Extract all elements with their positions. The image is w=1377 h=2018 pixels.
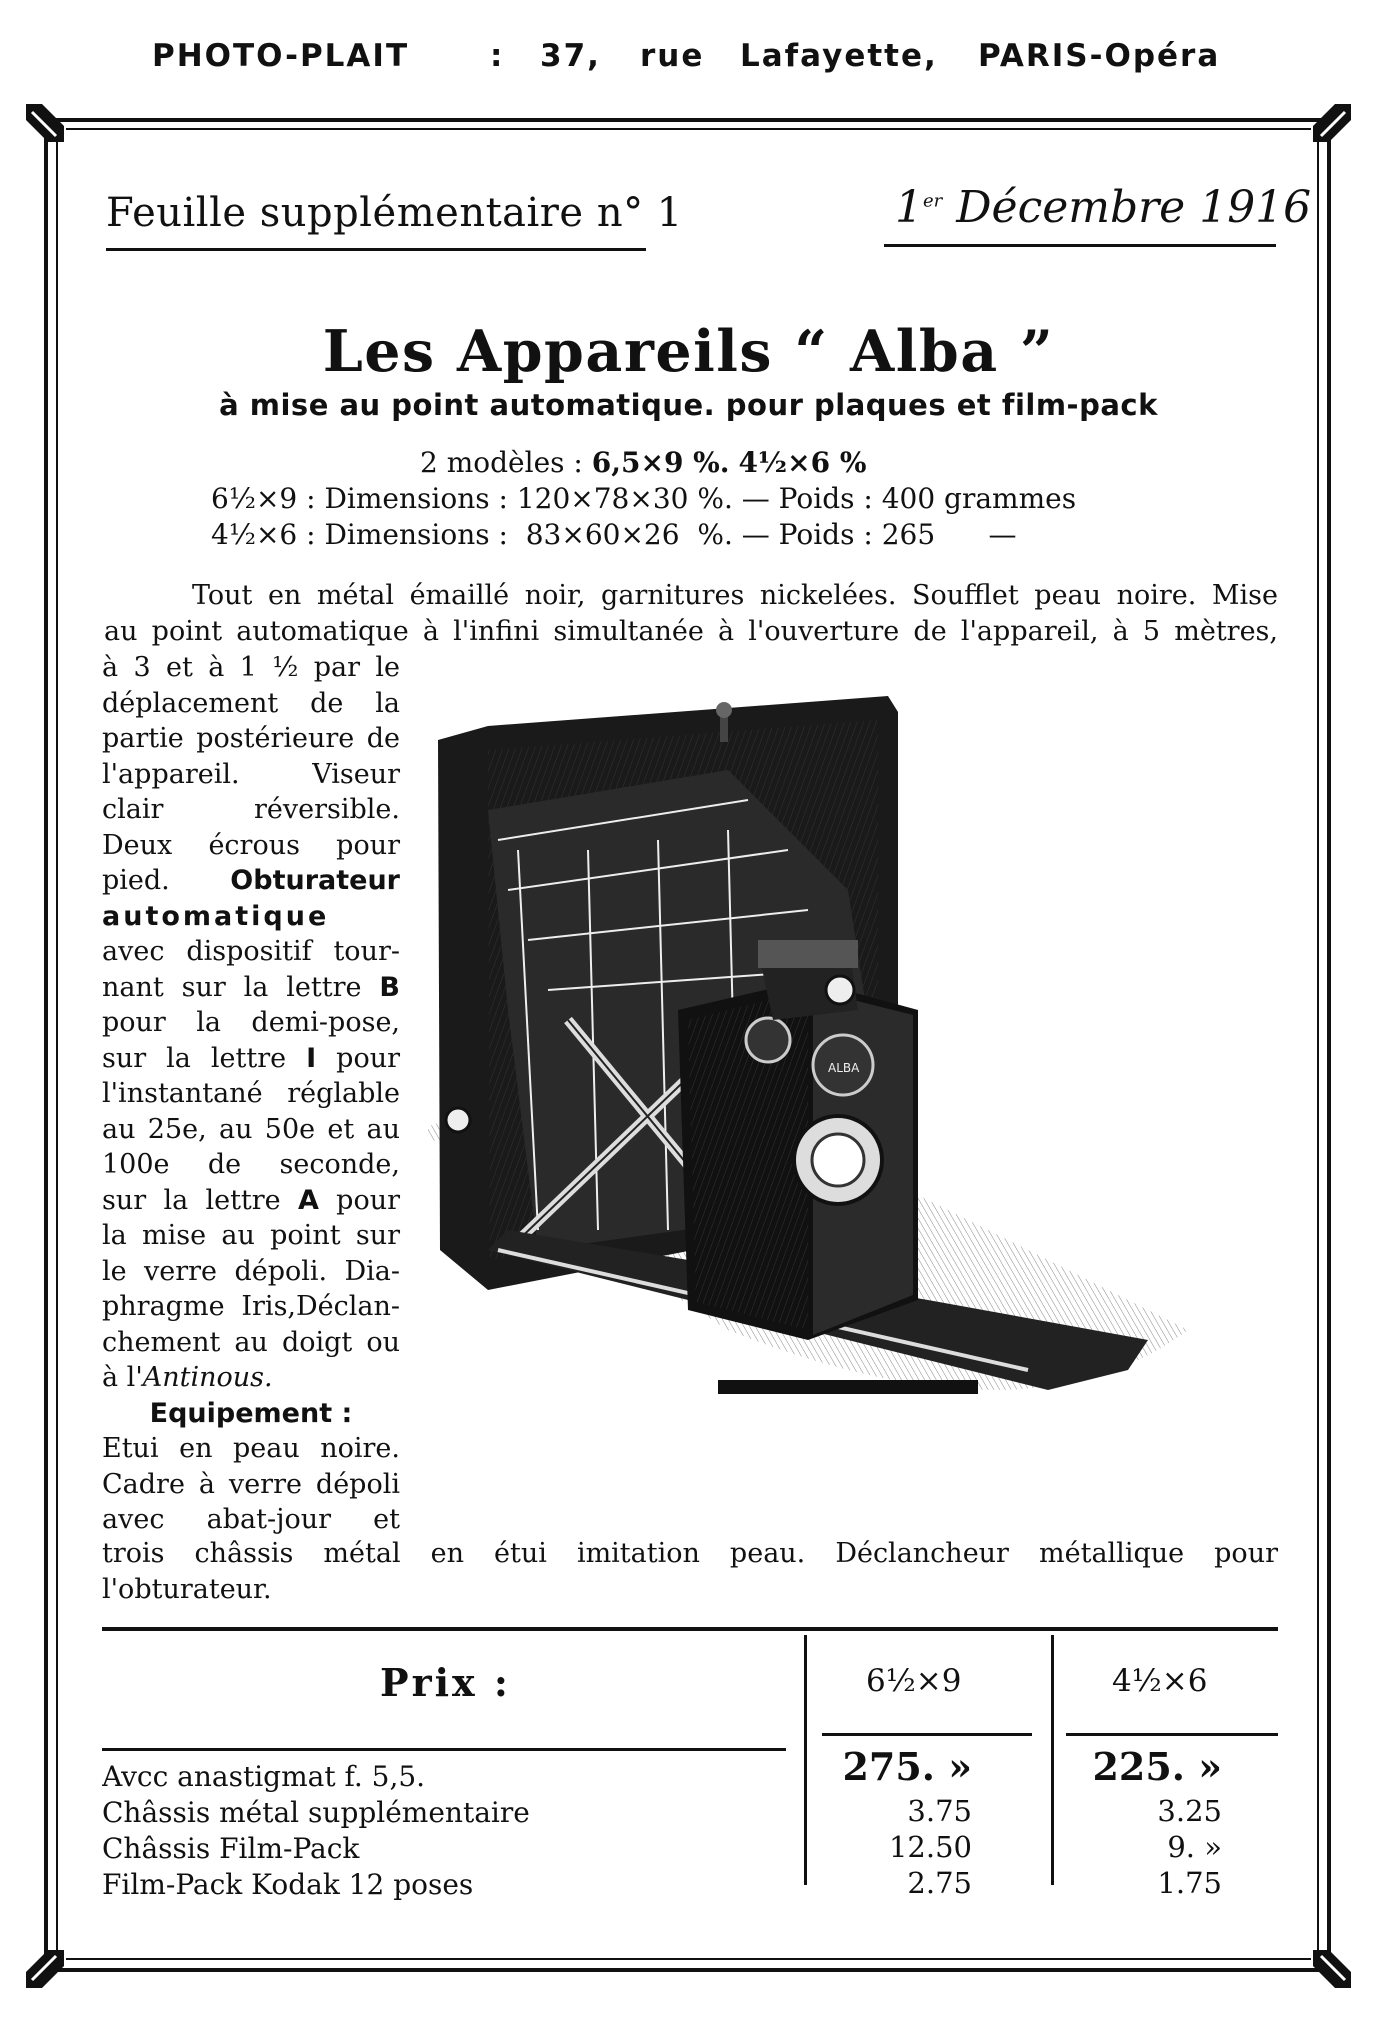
corner-ornament-icon xyxy=(22,100,68,146)
price-value: 225. » xyxy=(1092,1744,1222,1789)
frame-top-rule-inner xyxy=(66,128,1311,130)
desc-line: sur la lettre A pour xyxy=(102,1184,400,1216)
price-row-label: Avcc anastigmat f. 5,5. xyxy=(102,1760,792,1796)
desc-line: Etui en peau noire. xyxy=(102,1433,400,1464)
desc-line: pied. Obturateur xyxy=(102,865,400,896)
desc-line: l'appareil. Viseur xyxy=(102,758,400,790)
desc-line: l'obturateur. xyxy=(102,1573,272,1605)
price-value: 9. » xyxy=(1167,1830,1222,1864)
desc-line: Cadre à verre dépoli xyxy=(102,1468,400,1500)
viewfinder-lens xyxy=(826,976,854,1004)
price-value: 3.25 xyxy=(1157,1794,1222,1828)
corner-ornament-icon xyxy=(22,1946,68,1992)
price-col-header-large: 6½×9 xyxy=(866,1663,962,1699)
desc-line: sur la lettre I pour xyxy=(102,1042,401,1074)
release-knob-top xyxy=(716,702,732,718)
price-value: 12.50 xyxy=(888,1830,972,1864)
camera-illustration xyxy=(428,690,1208,1440)
desc-line: clair réversible. xyxy=(102,794,400,825)
frame-bottom-rule xyxy=(40,1968,1337,1972)
desc-line: chement au doigt ou xyxy=(102,1326,400,1358)
shutter-dial xyxy=(746,1018,790,1062)
desc-line: 100e de seconde, xyxy=(102,1149,400,1180)
desc-line: avec dispositif tour- xyxy=(102,936,400,967)
intro-line: Tout en métal émaillé noir, garnitures nickelées. Soufflet peau noire. Mise xyxy=(192,580,1278,611)
street-number: 37, xyxy=(540,38,601,74)
street-word: rue xyxy=(640,38,705,74)
price-header-rule xyxy=(822,1733,1032,1736)
desc-line: déplacement de la xyxy=(102,687,400,719)
viewfinder-top xyxy=(758,940,858,968)
desc-line: au 25e, au 50e et au xyxy=(102,1113,400,1145)
desc-line: à 3 et à 1 ½ par le xyxy=(102,652,400,683)
desc-line: le verre dépoli. Dia- xyxy=(102,1255,400,1287)
shop-header xyxy=(0,38,1377,82)
desc-line: avec abat-jour et xyxy=(102,1504,400,1535)
city: PARIS-Opéra xyxy=(978,38,1221,74)
desc-line: pour la demi-pose, xyxy=(102,1007,400,1038)
desc-line: nant sur la lettre B xyxy=(102,971,400,1003)
dimensions-small: 4½×6 : Dimensions : 83×60×26 %. — Poids : 265 — xyxy=(211,518,1017,551)
shop-name: PHOTO-PLAIT xyxy=(152,38,410,74)
sheet-label: Feuille supplémentaire n° 1 xyxy=(106,190,683,236)
price-value: 3.75 xyxy=(907,1794,972,1828)
sheet-label-underline xyxy=(106,248,646,251)
sheet-date-underline xyxy=(884,244,1276,247)
desc-line: phragme Iris,Déclan- xyxy=(102,1291,400,1322)
obturateur-label: automatique xyxy=(102,900,330,932)
sheet-date: 1er Décembre 1916 xyxy=(895,182,1312,233)
price-value: 275. » xyxy=(842,1744,972,1789)
price-col-header-small: 4½×6 xyxy=(1112,1663,1208,1699)
intro-line: au point automatique à l'infini simultanée à l'ouverture de l'appareil, à 5 mètres, xyxy=(104,615,1278,647)
description-tail xyxy=(102,1536,1278,1607)
price-column-divider xyxy=(804,1635,807,1885)
description-intro xyxy=(104,578,1278,649)
camera-lens-glass xyxy=(812,1134,864,1186)
desc-line: partie postérieure de xyxy=(102,723,400,754)
corner-ornament-icon xyxy=(1309,100,1355,146)
dimensions-large: 6½×9 : Dimensions : 120×78×30 %. — Poids : 400 grammes xyxy=(211,482,1077,515)
header-colon: : xyxy=(490,38,505,74)
price-top-rule xyxy=(102,1627,1278,1631)
desc-line: l'instantané réglable xyxy=(102,1078,400,1109)
price-row-label: Châssis Film-Pack xyxy=(102,1832,792,1868)
price-row-label: Châssis métal supplémentaire xyxy=(102,1796,792,1832)
camera-brand-text: ALBA xyxy=(828,1061,860,1075)
price-header-rule xyxy=(1066,1733,1278,1736)
price-row-label: Film-Pack Kodak 12 poses xyxy=(102,1868,792,1904)
camera-foot xyxy=(718,1380,978,1394)
desc-line: Deux écrous pour xyxy=(102,829,400,861)
price-header-rule xyxy=(102,1748,786,1751)
street-name: Lafayette, xyxy=(740,38,938,74)
desc-line: la mise au point sur xyxy=(102,1220,400,1251)
equipement-label: Equipement : xyxy=(149,1397,353,1429)
corner-ornament-icon xyxy=(1309,1946,1355,1992)
desc-line: trois châssis métal en étui imitation peau. Déclancheur métallique pour xyxy=(102,1538,1278,1569)
frame-top-rule xyxy=(40,118,1337,122)
price-title: Prix : xyxy=(380,1660,511,1705)
desc-line: à l'Antinous. xyxy=(102,1362,273,1393)
description-column xyxy=(102,650,400,1538)
price-value: 1.75 xyxy=(1157,1866,1222,1900)
page-title: Les Appareils “ Alba ” xyxy=(322,318,1055,385)
page-subtitle: à mise au point automatique. pour plaques et film-pack xyxy=(219,388,1158,422)
models-line: 2 modèles : 6,5×9 %. 4½×6 % xyxy=(420,446,867,479)
frame-bottom-rule-inner xyxy=(66,1958,1311,1960)
tripod-screw xyxy=(446,1108,470,1132)
price-value: 2.75 xyxy=(907,1866,972,1900)
